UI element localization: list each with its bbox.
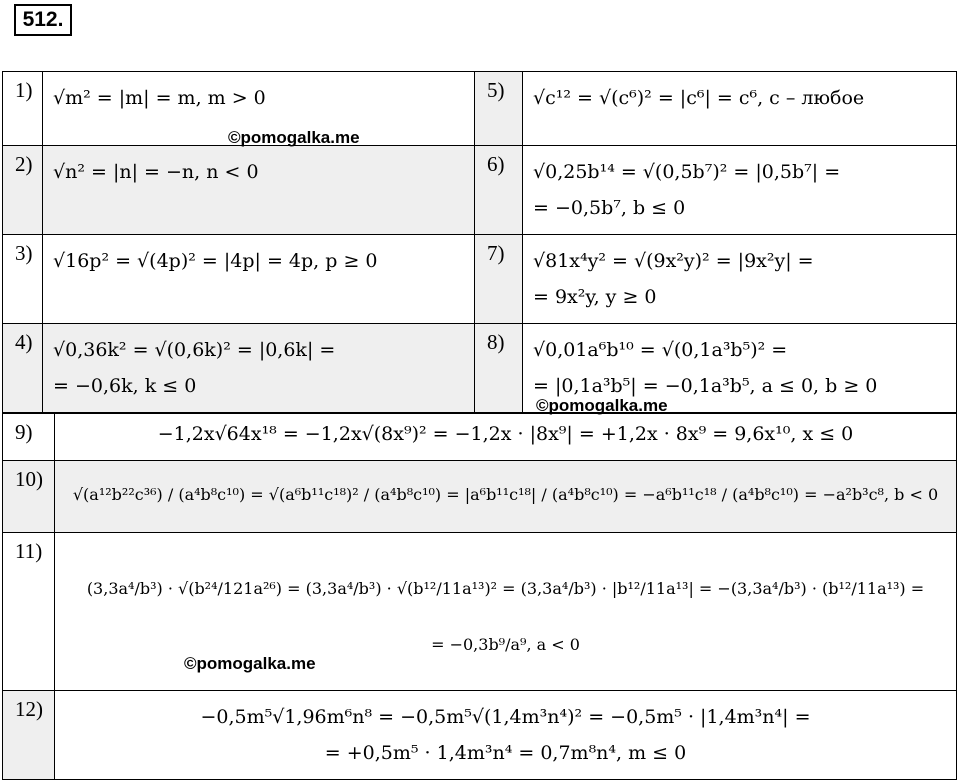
item-number: 7) <box>475 235 523 324</box>
table-row <box>3 235 957 324</box>
solution-cell: √m² = |m| = m, m > 0 <box>43 72 475 146</box>
item-number: 9) <box>3 414 55 461</box>
bottom-table <box>2 413 957 780</box>
solution-cell: √c¹² = √(c⁶)² = |c⁶| = c⁶, c – любое <box>523 72 957 146</box>
item-number: 3) <box>3 235 43 324</box>
table-row <box>3 72 957 146</box>
solution-cell: −1,2x√64x¹⁸ = −1,2x√(8x⁹)² = −1,2x · |8x⁹| = +1,2x · 8x⁹ = 9,6x¹⁰, x ≤ 0 <box>55 414 957 461</box>
item-number: 8) <box>475 324 523 413</box>
table-row <box>3 533 957 691</box>
table-row <box>3 461 957 533</box>
solution-cell: √16p² = √(4p)² = |4p| = 4p, p ≥ 0 <box>43 235 475 324</box>
watermark: ©pomogalka.me <box>536 396 668 415</box>
solution-cell: √(a¹²b²²c³⁶) / (a⁴b⁸c¹⁰) = √(a⁶b¹¹c¹⁸)² / (a⁴b⁸c¹⁰) = |a⁶b¹¹c¹⁸| / (a⁴b⁸c¹⁰) = −a⁶b¹¹c¹⁸ / (a⁴b⁸c¹⁰) = −a²b³c⁸, b < 0 <box>55 461 957 533</box>
item-number: 12) <box>3 691 55 780</box>
table-row <box>3 691 957 780</box>
item-number: 11) <box>3 533 55 691</box>
solution-cell: √0,25b¹⁴ = √(0,5b⁷)² = |0,5b⁷| = = −0,5b⁷, b ≤ 0 <box>523 146 957 235</box>
exercise-number: 512. <box>14 4 72 36</box>
item-number: 1) <box>3 72 43 146</box>
item-number: 6) <box>475 146 523 235</box>
table-row <box>3 414 957 461</box>
solution-cell: √0,01a⁶b¹⁰ = √(0,1a³b⁵)² = = |0,1a³b⁵| = −0,1a³b⁵, a ≤ 0, b ≥ 0 <box>523 324 957 413</box>
watermark: ©pomogalka.me <box>228 128 360 147</box>
solution-cell: √n² = |n| = −n, n < 0 <box>43 146 475 235</box>
item-number: 10) <box>3 461 55 533</box>
solution-cell: (3,3a⁴/b³) · √(b²⁴/121a²⁶) = (3,3a⁴/b³) · √(b¹²/11a¹³)² = (3,3a⁴/b³) · |b¹²/11a¹³| = −(3,3a⁴/b³) · (b¹²/11a¹³) = = −0,3b⁹/a⁹, a < 0 <box>55 533 957 691</box>
solution-cell: √0,36k² = √(0,6k)² = |0,6k| = = −0,6k, k ≤ 0 <box>43 324 475 413</box>
solution-cell: √81x⁴y² = √(9x²y)² = |9x²y| = = 9x²y, y ≥ 0 <box>523 235 957 324</box>
item-number: 4) <box>3 324 43 413</box>
watermark: ©pomogalka.me <box>184 654 316 673</box>
item-number: 2) <box>3 146 43 235</box>
item-number: 5) <box>475 72 523 146</box>
table-row <box>3 146 957 235</box>
solution-cell: −0,5m⁵√1,96m⁶n⁸ = −0,5m⁵√(1,4m³n⁴)² = −0,5m⁵ · |1,4m³n⁴| = = +0,5m⁵ · 1,4m³n⁴ = 0,7m⁸n⁴, m ≤ 0 <box>55 691 957 780</box>
top-table <box>2 71 957 413</box>
table-row <box>3 324 957 413</box>
